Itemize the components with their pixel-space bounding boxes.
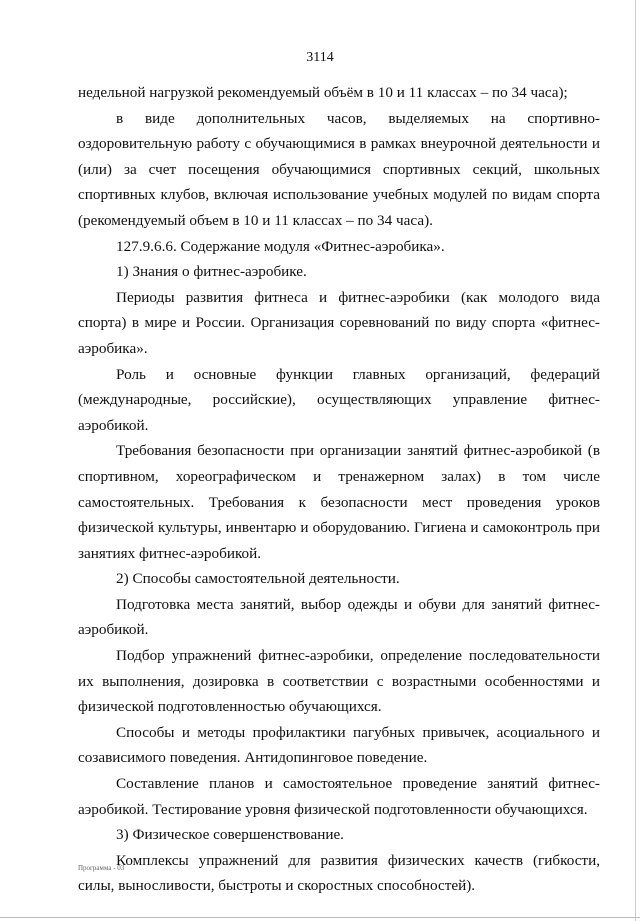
- page-number: 3114: [306, 50, 334, 65]
- scan-edge-bottom: [0, 917, 640, 918]
- paragraph: Подготовка места занятий, выбор одежды и обуви для занятий фитнес-аэробикой.: [78, 595, 600, 639]
- page-footer: Программа - 03: [78, 864, 125, 872]
- paragraph: Роль и основные функции главных организаций, федераций (международные, российские), осуществляющих управление фитнес-аэробикой.: [78, 365, 600, 434]
- paragraph: Комплексы упражнений для развития физических качеств (гибкости, силы, выносливости, быстроты и скоростных способностей).: [78, 851, 600, 895]
- paragraph: в виде дополнительных часов, выделяемых на спортивно-оздоровительную работу с обучающимися в рамках внеурочной деятельности и (или) за счет посещения обучающимися спортивных секций, школьных спортивных клубов, включая использование учебных модулей по видам спорта (рекомендуемый объем в 10 и 11 классах – по 34 часа).: [78, 109, 600, 229]
- paragraph: Периоды развития фитнеса и фитнес-аэробики (как молодого вида спорта) в мире и России. Организация соревнований по виду спорта «фитнес-аэробика».: [78, 288, 600, 357]
- paragraph: Подбор упражнений фитнес-аэробики, определение последовательности их выполнения, дозировка в соответствии с возрастными особенностями и физической подготовленностью обучающихся.: [78, 647, 600, 716]
- paragraph: 127.9.6.6. Содержание модуля «Фитнес-аэробика».: [116, 237, 445, 255]
- paragraph: Требования безопасности при организации занятий фитнес-аэробикой (в спортивном, хореографическом и тренажерном залах) в том числе самостоятельных. Требования к безопасности мест проведения уроков физической культуры, инвентарю и оборудованию. Гигиена и самоконтроль при занятиях фитнес-аэробикой.: [78, 442, 600, 562]
- paragraph: 1) Знания о фитнес-аэробике.: [116, 263, 307, 281]
- paragraph: 3) Физическое совершенствование.: [116, 826, 344, 844]
- paragraph: Способы и методы профилактики пагубных привычек, асоциального и созависимого поведения. Антидопинговое поведение.: [78, 723, 600, 767]
- scan-edge-right: [635, 0, 636, 921]
- paragraph: Составление планов и самостоятельное проведение занятий фитнес-аэробикой. Тестирование уровня физической подготовленности обучающихся.: [78, 775, 600, 818]
- paragraph: недельной нагрузкой рекомендуемый объём в 10 и 11 классах – по 34 часа);: [78, 84, 568, 101]
- document-body: [78, 80, 600, 899]
- paragraph: 2) Способы самостоятельной деятельности.: [116, 570, 400, 588]
